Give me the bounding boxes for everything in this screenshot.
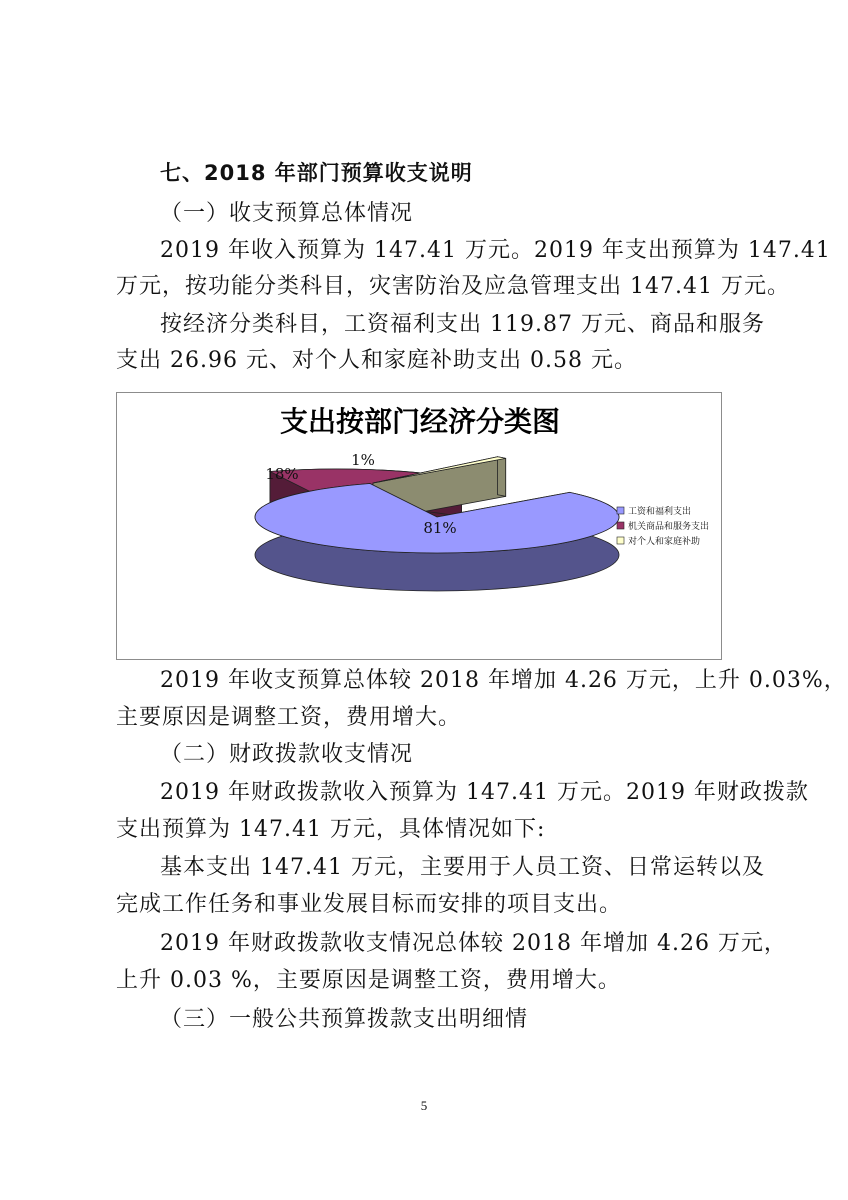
pie-chart-svg bbox=[117, 393, 723, 661]
chart-title: 支出按部门经济分类图 bbox=[279, 405, 561, 438]
legend-label-0: 工资和福利支出 bbox=[628, 507, 692, 517]
subsection-heading-1: （一）收支预算总体情况 bbox=[160, 201, 414, 226]
paragraph-5-line-1: 基本支出 147.41 万元，主要用于人员工资、日常运转以及 bbox=[160, 855, 765, 880]
paragraph-3-line-1: 2019 年收支预算总体较 2018 年增加 4.26 万元，上升 0.03%， bbox=[160, 668, 847, 693]
data-label-1: 18% bbox=[265, 465, 299, 483]
legend-swatch-0 bbox=[617, 507, 624, 514]
paragraph-1-line-2: 万元，按功能分类科目，灾害防治及应急管理支出 147.41 万元。 bbox=[116, 274, 790, 299]
pie-slice-side-2 bbox=[498, 457, 506, 497]
subsection-heading-3: （三）一般公共预算拨款支出明细情 bbox=[160, 1007, 529, 1032]
legend-label-2: 对个人和家庭补助 bbox=[628, 537, 701, 547]
paragraph-3-line-2: 主要原因是调整工资，费用增大。 bbox=[116, 705, 462, 730]
legend-label-1: 机关商品和服务支出 bbox=[628, 522, 710, 532]
paragraph-6-line-2: 上升 0.03 %，主要原因是调整工资，费用增大。 bbox=[116, 968, 621, 993]
section-heading: 七、2018 年部门预算收支说明 bbox=[160, 161, 473, 185]
data-label-0: 81% bbox=[423, 519, 457, 537]
subsection-heading-2: （二）财政拨款收支情况 bbox=[160, 742, 414, 767]
paragraph-1-line-1: 2019 年收入预算为 147.41 万元。2019 年支出预算为 147.41 bbox=[160, 238, 831, 263]
page-number: 5 bbox=[420, 1098, 428, 1113]
paragraph-4-line-2: 支出预算为 147.41 万元，具体情况如下: bbox=[116, 817, 546, 842]
paragraph-5-line-2: 完成工作任务和事业发展目标而安排的项目支出。 bbox=[116, 892, 623, 917]
data-label-2: 1% bbox=[351, 451, 375, 469]
paragraph-2-line-1: 按经济分类科目，工资福利支出 119.87 万元、商品和服务 bbox=[160, 312, 765, 337]
paragraph-2-line-2: 支出 26.96 元、对个人和家庭补助支出 0.58 元。 bbox=[116, 348, 637, 373]
paragraph-4-line-1: 2019 年财政拨款收入预算为 147.41 万元。2019 年财政拨款 bbox=[160, 780, 809, 805]
paragraph-6-line-1: 2019 年财政拨款收支情况总体较 2018 年增加 4.26 万元， bbox=[160, 931, 787, 956]
legend-swatch-2 bbox=[617, 537, 624, 544]
legend-swatch-1 bbox=[617, 522, 624, 529]
expenditure-pie-chart bbox=[116, 392, 722, 660]
